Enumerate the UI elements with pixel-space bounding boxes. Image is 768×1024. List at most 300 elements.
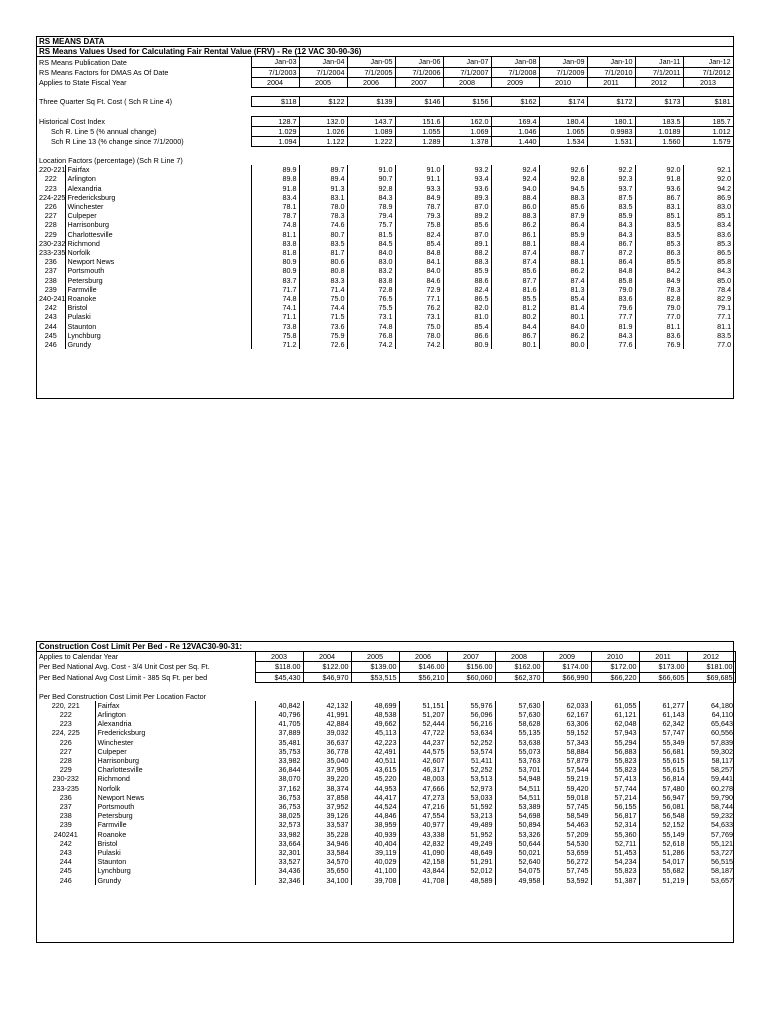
asof-row-value: 7/1/2011 [635,67,683,77]
cost-limit-row-value: $60,060 [447,672,495,682]
location-value: 79.3 [395,211,443,220]
location-value: 55,073 [495,747,543,756]
location-value: 57,747 [639,728,687,737]
location-value: 82.8 [635,294,683,303]
location-value: 59,441 [687,774,735,783]
location-value: 75.0 [299,294,347,303]
location-value: 51,592 [447,802,495,811]
cost-limit-row-label: Per Bed National Avg Cost Limit - 385 Sq Ft. per bed [39,672,208,682]
location-value: 83.7 [251,276,299,285]
location-header-row [37,692,735,701]
title-row [37,642,735,652]
cost-limit-row-value: $53,515 [351,672,399,682]
asof-row-value: 7/1/2003 [251,67,299,77]
location-value: 80.0 [539,340,587,349]
location-row [37,257,733,266]
location-value: 76.9 [635,340,683,349]
location-value: 87.0 [443,230,491,239]
location-value: 52,252 [447,765,495,774]
location-value: 57,214 [591,793,639,802]
location-value: 36,753 [255,793,303,802]
city-name: Portsmouth [95,802,255,811]
zip-code: 224, 225 [51,728,80,738]
cost-limit-row-value: $66,220 [591,672,639,682]
location-value: 88.3 [443,257,491,266]
location-value: 75.5 [347,303,395,312]
location-value: 73.1 [395,312,443,321]
location-value: 48,649 [447,848,495,857]
location-value: 44,575 [399,747,447,756]
asof-row-value: 7/1/2008 [491,67,539,77]
location-value: 84.1 [395,257,443,266]
location-value: 84.9 [395,193,443,202]
line5-row-value: 1.046 [491,126,539,136]
location-value: 85.5 [491,294,539,303]
line5-row-value: 0.9983 [587,126,635,136]
location-value: 75.8 [395,220,443,229]
location-row [37,876,735,885]
location-value: 71.5 [299,312,347,321]
line13-row-value: 1.531 [587,137,635,147]
location-value: 89.8 [251,174,299,183]
city-name: Petersburg [65,276,251,285]
calendar-year-row-value: 2003 [255,652,303,662]
city-name: Culpeper [95,747,255,756]
location-value: 83.5 [635,230,683,239]
cost-limit-row-value: $62,370 [495,672,543,682]
location-value: 75.0 [395,322,443,331]
line5-row [37,126,733,136]
city-name: Harrisonburg [65,220,251,229]
zip-code: 229 [59,765,72,775]
location-value: 88.1 [491,239,539,248]
location-value: 87.4 [491,248,539,257]
location-value: 84.0 [347,248,395,257]
location-value: 53,638 [495,738,543,747]
fiscal-year-row-value: 2006 [347,77,395,87]
location-value: 44,237 [399,738,447,747]
location-value: 83.1 [635,202,683,211]
zip-code: 224-225 [39,192,65,202]
location-value: 52,012 [447,866,495,875]
line13-row-value: 1.378 [443,137,491,147]
location-value: 53,659 [543,848,591,857]
zip-code: 222 [59,709,72,719]
city-name: Staunton [95,857,255,866]
zip-code: 238 [59,811,72,821]
asof-row [37,67,733,77]
location-value: 57,630 [495,701,543,710]
location-value: 84.4 [491,322,539,331]
frv-table [37,37,734,349]
location-value: 71.1 [251,312,299,321]
location-value: 85.9 [443,266,491,275]
location-value: 40,511 [351,756,399,765]
location-value: 77.0 [683,340,733,349]
location-value: 50,894 [495,820,543,829]
pub-date-row-value: Jan-05 [347,57,395,67]
city-name: Pulaski [65,312,251,321]
location-value: 87.9 [539,211,587,220]
location-value: 62,167 [543,710,591,719]
location-value: 57,480 [639,784,687,793]
zip-code: 237 [44,266,57,276]
location-value: 49,958 [495,876,543,885]
city-name: Fredericksburg [95,728,255,737]
location-row [37,285,733,294]
location-value: 35,228 [303,830,351,839]
location-value: 59,152 [543,728,591,737]
city-name: Portsmouth [65,266,251,275]
location-value: 77.1 [395,294,443,303]
location-value: 57,630 [495,710,543,719]
cost-limit-table [37,642,736,885]
location-value: 92.8 [539,174,587,183]
location-value: 93.6 [443,184,491,193]
location-value: 71.2 [251,340,299,349]
location-value: 52,973 [447,784,495,793]
location-value: 87.4 [539,276,587,285]
line5-row-value: 1.055 [395,126,443,136]
location-value: 84.2 [635,266,683,275]
location-value: 57,943 [591,728,639,737]
line5-row-value: 1.065 [539,126,587,136]
location-row [37,174,733,183]
location-value: 40,842 [255,701,303,710]
city-name: Farmville [95,820,255,829]
sqft-cost-row-value: $181 [683,97,733,107]
location-value: 51,151 [399,701,447,710]
location-value: 57,209 [543,830,591,839]
hci-row-value: 143.7 [347,116,395,126]
location-row [37,839,735,848]
location-row [37,719,735,728]
zip-code: 223 [44,183,57,193]
spacer-row [37,88,733,97]
location-value: 76.8 [347,331,395,340]
location-value: 57,343 [543,738,591,747]
subtitle-row-cell: RS Means Values Used for Calculating Fair Rental Value (FRV) - Re (12 VAC 30-90-36) [37,47,733,57]
location-value: 85.1 [635,211,683,220]
location-value: 86.5 [683,248,733,257]
location-value: 77.7 [587,312,635,321]
location-value: 40,796 [255,710,303,719]
location-value: 53,513 [447,774,495,783]
location-value: 41,090 [399,848,447,857]
location-value: 64,180 [687,701,735,710]
location-value: 56,155 [591,802,639,811]
location-row [37,193,733,202]
pub-date-row-value: Jan-03 [251,57,299,67]
location-value: 93.4 [443,174,491,183]
location-value: 94.5 [539,184,587,193]
zip-code: 230-232 [52,774,79,784]
location-value: 82.4 [443,285,491,294]
pub-date-row-value: Jan-07 [443,57,491,67]
city-name: Alexandria [65,184,251,193]
location-value: 58,884 [543,747,591,756]
city-name: Bristol [95,839,255,848]
location-value: 86.6 [443,331,491,340]
location-value: 41,100 [351,866,399,875]
location-value: 38,959 [351,820,399,829]
sqft-cost-row-value: $172 [587,97,635,107]
zip-code: 244 [59,857,72,867]
location-value: 85.9 [587,211,635,220]
location-value: 53,326 [495,830,543,839]
location-value: 53,634 [447,728,495,737]
location-value: 83.6 [635,331,683,340]
location-value: 92.2 [587,165,635,174]
zip-code: 236 [44,257,57,267]
location-value: 86.9 [683,193,733,202]
location-value: 90.7 [347,174,395,183]
asof-row-value: 7/1/2010 [587,67,635,77]
location-value: 36,778 [303,747,351,756]
spacer-row [37,107,733,116]
location-value: 41,705 [255,719,303,728]
location-row [37,830,735,839]
city-name: Arlington [65,174,251,183]
location-value: 80.1 [539,312,587,321]
location-value: 32,301 [255,848,303,857]
sqft-cost-row-value: $173 [635,97,683,107]
zip-code: 220, 221 [51,700,80,710]
fiscal-year-row-value: 2010 [539,77,587,87]
calendar-year-row-value: 2011 [639,652,687,662]
location-value: 42,132 [303,701,351,710]
location-value: 72.9 [395,285,443,294]
location-value: 88.7 [539,248,587,257]
location-value: 55,976 [447,701,495,710]
location-value: 83.0 [683,202,733,211]
location-value: 38,374 [303,784,351,793]
line13-row-value: 1.122 [299,137,347,147]
location-value: 80.6 [299,257,347,266]
location-value: 91.0 [347,165,395,174]
hci-row-label: Historical Cost Index [39,116,105,126]
location-value: 75.8 [251,331,299,340]
sqft-cost-row-value: $122 [299,97,347,107]
city-name: Roanoke [65,294,251,303]
location-value: 59,018 [543,793,591,802]
location-value: 45,113 [351,728,399,737]
location-value: 77.0 [635,312,683,321]
location-value: 84.5 [347,239,395,248]
location-header-row [37,156,733,165]
location-value: 92.6 [539,165,587,174]
location-value: 53,657 [687,876,735,885]
zip-code: 242 [44,303,57,313]
location-value: 83.5 [299,239,347,248]
line13-row-value: 1.222 [347,137,395,147]
location-row [37,857,735,866]
location-value: 57,413 [591,774,639,783]
location-row [37,774,735,783]
location-value: 53,213 [447,811,495,820]
location-value: 35,650 [303,866,351,875]
location-value: 85.3 [683,239,733,248]
location-value: 40,404 [351,839,399,848]
subtitle-row [37,47,733,57]
location-value: 43,615 [351,765,399,774]
city-name: Richmond [65,239,251,248]
location-value: 80.8 [299,266,347,275]
zip-code: 243 [59,847,72,857]
line13-row-value: 1.579 [683,137,733,147]
location-value: 77.6 [587,340,635,349]
line5-row-value: 1.012 [683,126,733,136]
location-value: 33,664 [255,839,303,848]
location-value: 52,640 [495,857,543,866]
location-row [37,312,733,321]
location-value: 85.9 [539,230,587,239]
location-value: 78.0 [395,331,443,340]
location-value: 84.3 [683,266,733,275]
location-row [37,728,735,737]
location-value: 46,317 [399,765,447,774]
location-value: 89.9 [251,165,299,174]
location-value: 37,858 [303,793,351,802]
location-row [37,747,735,756]
location-value: 88.6 [443,276,491,285]
location-row [37,848,735,857]
zip-code: 244 [44,321,57,331]
location-value: 54,530 [543,839,591,848]
location-value: 53,701 [495,765,543,774]
zip-code: 223 [59,719,72,729]
location-value: 87.4 [491,257,539,266]
city-name: Richmond [95,774,255,783]
location-value: 58,117 [687,756,735,765]
location-value: 48,003 [399,774,447,783]
location-value: 65,643 [687,719,735,728]
location-value: 56,515 [687,857,735,866]
cost-limit-row-value: $69,685 [687,672,735,682]
location-value: 53,592 [543,876,591,885]
line5-row-value: 1.029 [251,126,299,136]
location-row [37,701,735,710]
location-value: 89.4 [299,174,347,183]
location-value: 49,249 [447,839,495,848]
location-value: 83.5 [587,202,635,211]
location-value: 43,844 [399,866,447,875]
fiscal-year-row-value: 2007 [395,77,443,87]
location-value: 86.7 [635,193,683,202]
city-name: Fairfax [95,701,255,710]
location-value: 32,346 [255,876,303,885]
location-value: 92.4 [491,174,539,183]
pub-date-row-value: Jan-11 [635,57,683,67]
calendar-year-row-value: 2007 [447,652,495,662]
location-row [37,303,733,312]
location-value: 81.4 [539,303,587,312]
pub-date-row-value: Jan-08 [491,57,539,67]
location-value: 51,207 [399,710,447,719]
location-row [37,294,733,303]
location-value: 79.1 [683,303,733,312]
location-value: 81.6 [491,285,539,294]
location-value: 55,615 [639,756,687,765]
cost-limit-row-value: $56,210 [399,672,447,682]
zip-code: 222 [44,174,57,184]
zip-code: 228 [59,755,72,765]
calendar-year-row-value: 2009 [543,652,591,662]
location-value: 51,219 [639,876,687,885]
location-value: 57,769 [687,830,735,839]
location-value: 82.4 [395,230,443,239]
zip-code: 226 [59,737,72,747]
location-value: 89.3 [443,193,491,202]
location-value: 85.6 [443,220,491,229]
pub-date-row [37,57,733,67]
location-value: 42,158 [399,857,447,866]
location-value: 81.0 [443,312,491,321]
sqft-cost-row-value: $174 [539,97,587,107]
location-value: 94.2 [683,184,733,193]
location-value: 85.0 [683,276,733,285]
location-value: 53,727 [687,848,735,857]
location-header: Per Bed Construction Cost Limit Per Location Factor [39,691,206,701]
zip-code: 226 [44,201,57,211]
location-value: 92.4 [491,165,539,174]
location-value: 53,033 [447,793,495,802]
location-value: 76.5 [347,294,395,303]
city-name: Harrisonburg [95,756,255,765]
location-value: 52,152 [639,820,687,829]
location-value: 61,055 [591,701,639,710]
location-value: 86.5 [443,294,491,303]
location-value: 71.7 [251,285,299,294]
pub-date-row-value: Jan-10 [587,57,635,67]
location-value: 74.8 [251,294,299,303]
location-value: 80.9 [251,266,299,275]
zip-code: 229 [44,229,57,239]
location-value: 85.6 [539,202,587,211]
location-value: 81.2 [491,303,539,312]
location-value: 81.8 [251,248,299,257]
location-value: 36,753 [255,802,303,811]
location-row [37,340,733,349]
location-value: 52,444 [399,719,447,728]
location-value: 87.7 [491,276,539,285]
zip-code: 239 [44,284,57,294]
zip-code: 245 [44,330,57,340]
location-value: 84.0 [539,322,587,331]
zip-code: 236 [59,792,72,802]
calendar-year-row-value: 2008 [495,652,543,662]
line13-row-value: 1.534 [539,137,587,147]
location-value: 52,711 [591,839,639,848]
location-value: 64,110 [687,710,735,719]
location-value: 56,883 [591,747,639,756]
location-value: 83.8 [251,239,299,248]
title-row-cell: RS MEANS DATA [37,37,733,47]
location-value: 85.4 [539,294,587,303]
hci-row-value: 183.5 [635,116,683,126]
location-value: 85.4 [395,239,443,248]
location-value: 75.7 [347,220,395,229]
location-row [37,784,735,793]
sqft-cost-row-value: $162 [491,97,539,107]
location-value: 88.3 [491,211,539,220]
location-value: 34,946 [303,839,351,848]
avg-cost-row-value: $181.00 [687,662,735,672]
location-value: 75.9 [299,331,347,340]
location-value: 88.2 [443,248,491,257]
line5-row-value: 1.026 [299,126,347,136]
location-row [37,202,733,211]
